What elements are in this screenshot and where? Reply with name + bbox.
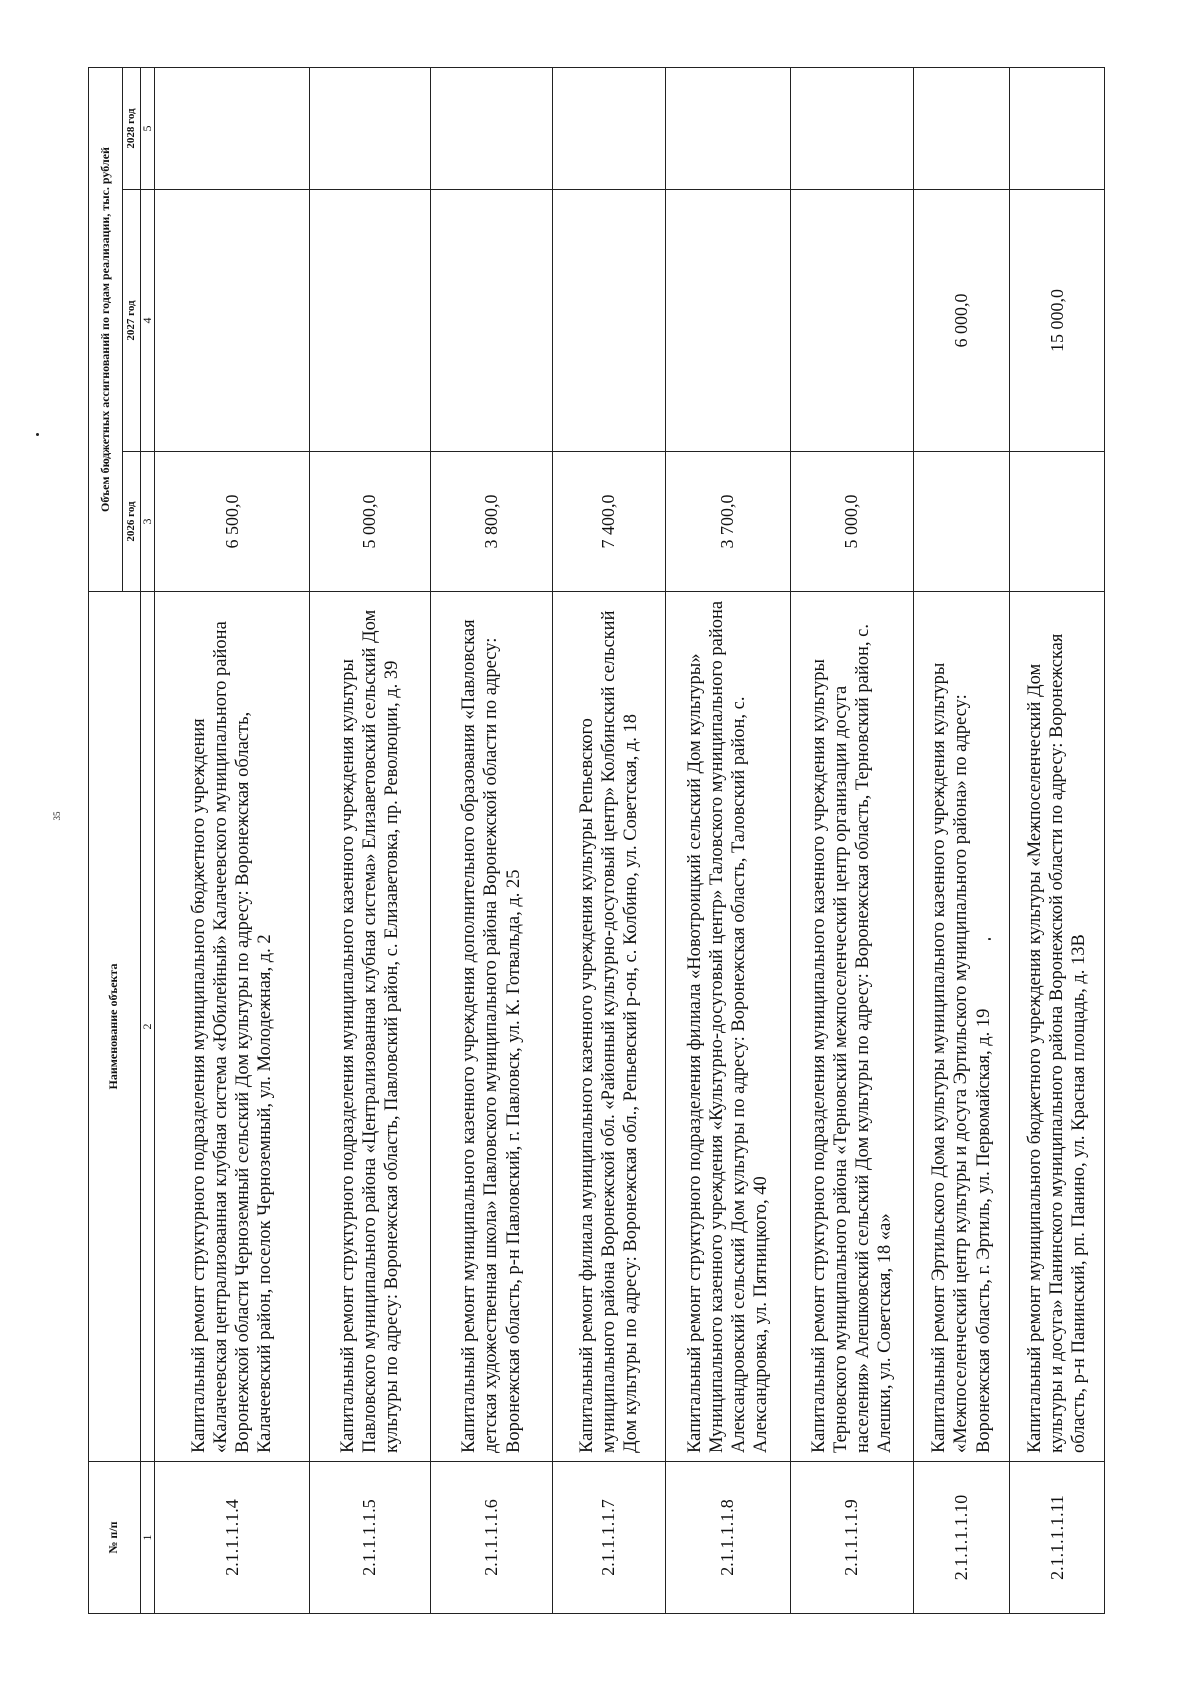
- value-2028: [913, 67, 1010, 189]
- object-name: Капитальный ремонт структурного подразделения муниципального казенного учреждения культуры Терновского муниципального района «Терновский межпоселенческий центр организации досуга населения» Алешковский сельский Дом культуры по адресу: Воронежская область, Терновский район, с. Алешки, ул. Советская, 18 «а»: [791, 592, 914, 1462]
- row-number: 2.1.1.1.1.6: [431, 1462, 553, 1614]
- object-name: Капитальный ремонт Эртильского Дома культуры муниципального казенного учреждения культуры «Межпоселенческий центр культуры и досуга Эртильского муниципального района» по адресу: Воронежская область, г. Эртиль, ул. Первомайская, д. 19: [913, 592, 1010, 1462]
- budget-table: [88, 67, 1105, 1614]
- object-name: Капитальный ремонт муниципального казенного учреждения дополнительного образования «Павловская детская художественная школа» Павловского муниципального района Воронежской области по адресу: Воронежская область, р-н Павловский, г. Павловск, ул. К. Готвальда, д. 25: [431, 592, 553, 1462]
- header-year-2028: 2028 год: [123, 67, 141, 189]
- value-2027: [665, 190, 790, 452]
- table-row: [431, 67, 553, 1613]
- header-year-2027: 2027 год: [123, 190, 141, 452]
- index-cell: 5: [140, 67, 155, 189]
- value-2026: 5 000,0: [309, 452, 431, 592]
- table-row: [155, 67, 309, 1613]
- value-2028: [665, 67, 790, 189]
- value-2028: [552, 67, 665, 189]
- object-name: Капитальный ремонт структурного подразделения муниципального бюджетного учреждения «Калачеевская централизованная клубная система «Юбилейный» Калачеевского муниципального района Воронежской области Черноземный сельский Дом культуры по адресу: Воронежская область, Калачеевский район, поселок Черноземный, ул. Молодежная, д. 2: [155, 592, 309, 1462]
- rotated-table-page: [88, 68, 1105, 1614]
- object-name: Капитальный ремонт структурного подразделения муниципального казенного учреждения культуры Павловского муниципального района «Централизованная клубная система» Елизаветовский сельский Дом культуры по адресу: Воронежская область, Павловский район, с. Елизаветовка, пр. Революции, д. 39: [309, 592, 431, 1462]
- index-cell: 3: [140, 452, 155, 592]
- table-row: [665, 67, 790, 1613]
- object-name: Капитальный ремонт филиала муниципального казенного учреждения культуры Репьевского муниципального района Воронежской обл. «Районный культурно-досуговый центр» Колбинский сельский Дом культуры по адресу: Воронежская обл., Репьевский р-он, с. Колбино, ул. Советская, д. 18: [552, 592, 665, 1462]
- value-2026: [913, 452, 1010, 592]
- value-2028: [1010, 67, 1105, 189]
- value-2026: 6 500,0: [155, 452, 309, 592]
- index-cell: 2: [140, 592, 155, 1462]
- value-2026: 3 700,0: [665, 452, 790, 592]
- header-name: Наименование объекта: [89, 592, 141, 1462]
- object-name: Капитальный ремонт муниципального бюджетного учреждения культуры «Межпоселенческий Дом культуры и досуга» Панинского муниципального района Воронежской области по адресу: Воронежская область, р-н Панинский, рп. Панино, ул. Красная площадь, д. 13В: [1010, 592, 1105, 1462]
- value-2027: [552, 190, 665, 452]
- table-row: [1010, 67, 1105, 1613]
- value-2027: [791, 190, 914, 452]
- value-2028: [155, 67, 309, 189]
- row-number: 2.1.1.1.1.7: [552, 1462, 665, 1614]
- header-year-2026: 2026 год: [123, 452, 141, 592]
- value-2027: [155, 190, 309, 452]
- row-number: 2.1.1.1.1.5: [309, 1462, 431, 1614]
- row-number: 2.1.1.1.1.10: [913, 1462, 1010, 1614]
- scan-speck: [36, 433, 39, 436]
- table-row: [552, 67, 665, 1613]
- value-2028: [309, 67, 431, 189]
- table-row: [791, 67, 914, 1613]
- value-2027: [309, 190, 431, 452]
- value-2026: 3 800,0: [431, 452, 553, 592]
- value-2027: [431, 190, 553, 452]
- index-cell: 4: [140, 190, 155, 452]
- header-num: № п/п: [89, 1462, 141, 1614]
- row-number: 2.1.1.1.1.11: [1010, 1462, 1105, 1614]
- value-2026: 7 400,0: [552, 452, 665, 592]
- row-number: 2.1.1.1.1.4: [155, 1462, 309, 1614]
- table-row: [309, 67, 431, 1613]
- value-2027: 15 000,0: [1010, 190, 1105, 452]
- header-funding: Объем бюджетных ассигнований по годам реализации, тыс. рублей: [89, 67, 123, 591]
- value-2028: [791, 67, 914, 189]
- value-2028: [431, 67, 553, 189]
- object-name: Капитальный ремонт структурного подразделения филиала «Новотроицкий сельский Дом культуры» Муниципального казенного учреждения «Культурно-досуговый центр» Таловского муниципального района Александровский сельский Дом культуры по адресу: Воронежская область, Таловский район, с. Александровка, ул. Пятницкого, 40: [665, 592, 790, 1462]
- value-2026: [1010, 452, 1105, 592]
- value-2026: 5 000,0: [791, 452, 914, 592]
- table-row: [913, 67, 1010, 1613]
- page-number: 35: [52, 811, 62, 821]
- row-number: 2.1.1.1.1.8: [665, 1462, 790, 1614]
- row-number: 2.1.1.1.1.9: [791, 1462, 914, 1614]
- index-cell: 1: [140, 1462, 155, 1614]
- value-2027: 6 000,0: [913, 190, 1010, 452]
